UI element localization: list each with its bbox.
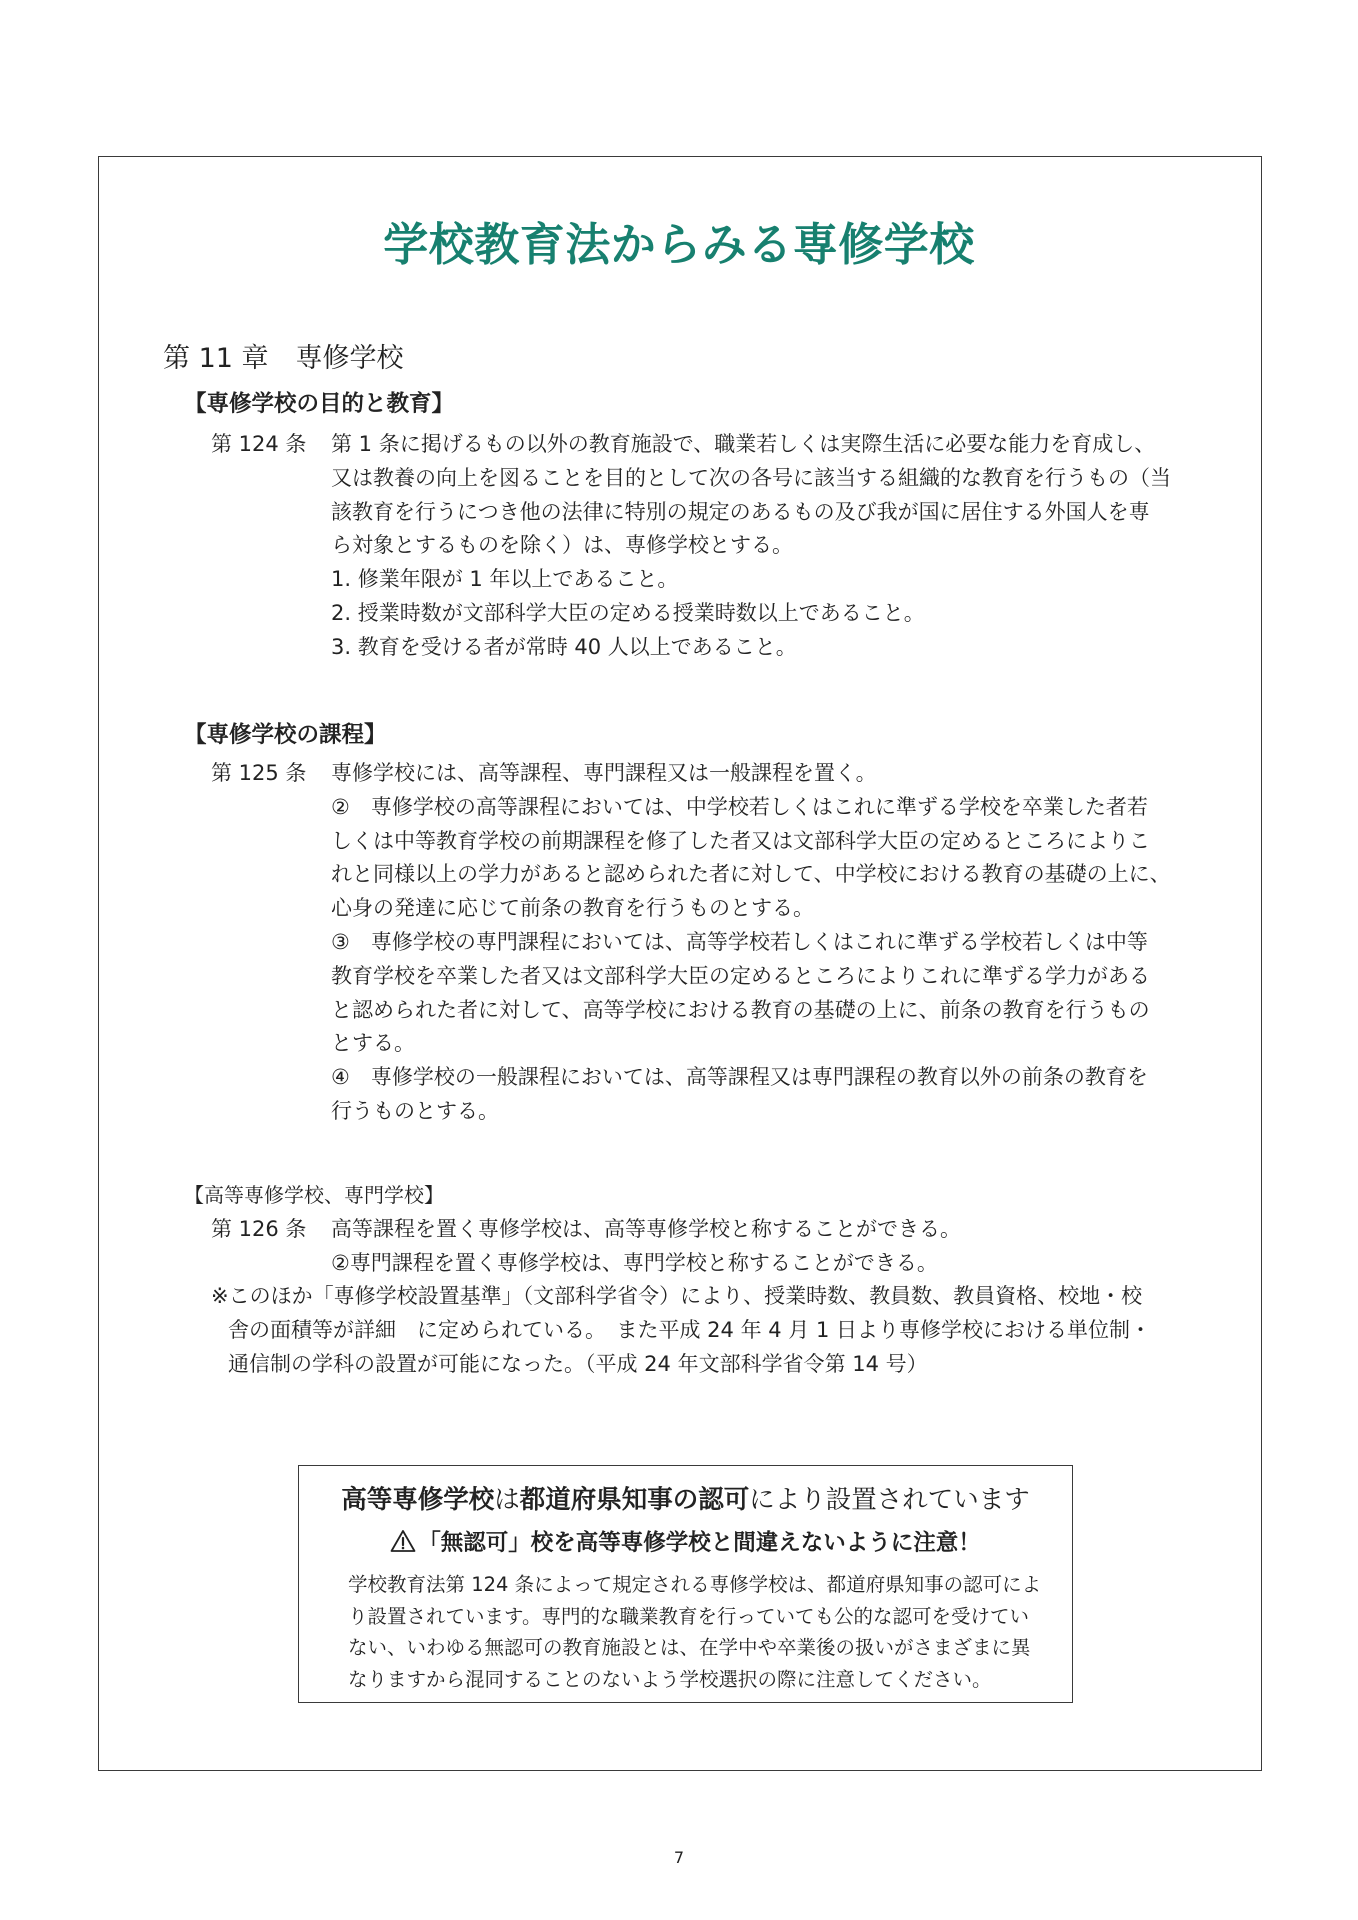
- note-line: 通信制の学科の設置が可能になった。（平成 24 年文部科学省令第 14 号）: [228, 1351, 928, 1376]
- article-body-124: [331, 428, 1171, 665]
- section-heading-courses: 【専修学校の課程】: [184, 722, 387, 748]
- article-line: ③ 専修学校の専門課程においては、高等学校若しくはこれに準ずる学校若しくは中等: [331, 929, 1148, 954]
- list-item: 1. 修業年限が 1 年以上であること。: [331, 567, 679, 592]
- notice-headline: [299, 1484, 1072, 1516]
- note-line: 舎の面積等が詳細 に定められている。 また平成 24 年 4 月 1 日より専修学校における単位制・: [228, 1317, 1151, 1342]
- list-item: 2. 授業時数が文部科学大臣の定める授業時数以上であること。: [331, 600, 925, 625]
- article-label-125: 第 125 条: [211, 761, 307, 785]
- article-label-126: 第 126 条: [211, 1217, 307, 1241]
- notice-box: [298, 1465, 1073, 1703]
- article-line: と認められた者に対して、高等学校における教育の基礎の上に、前条の教育を行うもの: [331, 997, 1150, 1022]
- notice-headline-bold: 都道府県知事の認可: [519, 1485, 750, 1515]
- article-line: 高等課程を置く専修学校は、高等専修学校と称することができる。: [331, 1217, 961, 1241]
- article-line: 又は教養の向上を図ることを目的として次の各号に該当する組織的な教育を行うもの（当: [331, 465, 1171, 490]
- notice-body-line: なりますから混同することのないよう学校選択の際に注意してください。: [348, 1667, 992, 1691]
- article-line: 第 1 条に掲げるもの以外の教育施設で、職業若しくは実際生活に必要な能力を育成し、: [331, 432, 1156, 456]
- article-line: 行うものとする。: [331, 1098, 499, 1123]
- article-line: ② 専修学校の高等課程においては、中学校若しくはこれに準ずる学校を卒業した者若: [331, 794, 1148, 819]
- article-line: ②専門課程を置く専修学校は、専門学校と称することができる。: [331, 1250, 938, 1275]
- article-line: とする。: [331, 1031, 415, 1056]
- list-item: 3. 教育を受ける者が常時 40 人以上であること。: [331, 634, 797, 659]
- notice-body-line: ない、いわゆる無認可の教育施設とは、在学中や卒業後の扱いがさまざまに異: [348, 1636, 1031, 1659]
- notice-headline-bold: 高等専修学校: [341, 1485, 495, 1515]
- notice-body-line: 学校教育法第 124 条によって規定される専修学校は、都道府県知事の認可によ: [348, 1573, 1042, 1596]
- notice-warning-text: 「無認可」校を高等専修学校と間違えないように注意！: [418, 1530, 981, 1556]
- section-heading-school-names: 【高等専修学校、専門学校】: [184, 1183, 444, 1207]
- article-line: ら対象とするものを除く）は、専修学校とする。: [331, 533, 793, 558]
- notice-warning: [299, 1528, 1072, 1558]
- article-body-126: [331, 1213, 961, 1281]
- article-line: しくは中等教育学校の前期課程を修了した者又は文部科学大臣の定めるところによりこ: [331, 828, 1150, 853]
- supplementary-note: [211, 1280, 1151, 1381]
- warning-icon: [390, 1529, 416, 1553]
- article-line: ④ 専修学校の一般課程においては、高等課程又は専門課程の教育以外の前条の教育を: [331, 1065, 1148, 1090]
- section-heading-purpose: 【専修学校の目的と教育】: [184, 391, 455, 417]
- chapter-heading: 第 11 章 専修学校: [163, 343, 404, 374]
- notice-headline-text: は: [494, 1485, 520, 1515]
- page-title: 学校教育法からみる専修学校: [383, 218, 975, 271]
- notice-body-line: り設置されています。専門的な職業教育を行っていても公的な認可を受けてい: [348, 1604, 1029, 1628]
- notice-headline-text: により設置されています: [749, 1485, 1030, 1515]
- article-label-124: 第 124 条: [211, 432, 307, 456]
- notice-body: [348, 1569, 1041, 1695]
- article-line: 教育学校を卒業した者又は文部科学大臣の定めるところによりこれに準ずる学力がある: [331, 963, 1150, 988]
- article-line: 該教育を行うにつき他の法律に特別の規定のあるもの及び我が国に居住する外国人を専: [331, 499, 1150, 524]
- article-line: れと同様以上の学力があると認められた者に対して、中学校における教育の基礎の上に、: [331, 862, 1171, 887]
- note-line: ※このほか「専修学校設置基準」（文部科学省令）により、授業時数、教員数、教員資格、校地・校: [211, 1284, 1143, 1308]
- article-line: 心身の発達に応じて前条の教育を行うものとする。: [331, 896, 814, 921]
- article-body-125: [331, 757, 1171, 1129]
- page-number: 7: [673, 1848, 685, 1867]
- article-line: 専修学校には、高等課程、専門課程又は一般課程を置く。: [331, 761, 877, 785]
